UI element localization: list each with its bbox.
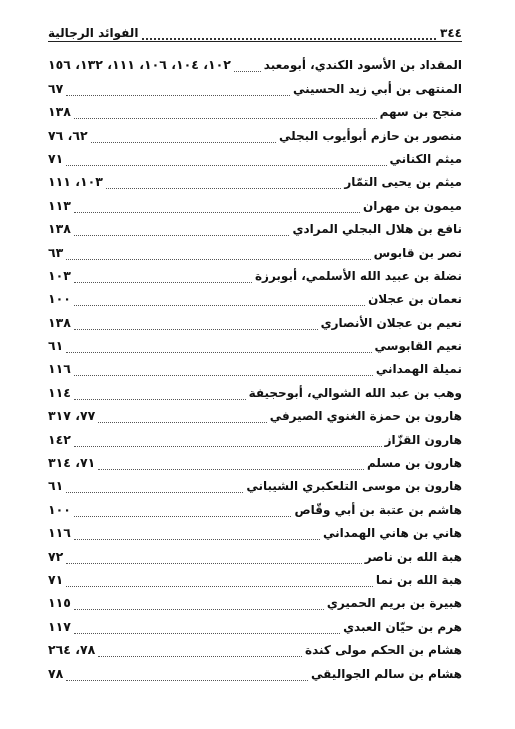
dot-leader xyxy=(66,554,362,564)
index-entry xyxy=(48,517,462,540)
entry-page-numbers: ٧١، ٣١٤ xyxy=(48,455,96,471)
entry-page-numbers: ٦١ xyxy=(48,478,64,494)
dot-leader xyxy=(66,483,243,493)
dot-leader xyxy=(98,647,302,657)
entry-page-numbers: ٦٣ xyxy=(48,244,64,260)
entry-page-numbers: ١١٣ xyxy=(48,197,71,213)
entry-name: نعيم القابوسي xyxy=(374,339,462,354)
entry-name: المنتهى بن أبي زيد الحسيني xyxy=(292,81,462,96)
entry-name: هرم بن حيّان العبدي xyxy=(343,619,462,634)
entry-page-numbers: ١١٦ xyxy=(48,525,71,541)
dot-leader xyxy=(66,577,373,587)
index-entry xyxy=(48,119,462,142)
dot-leader xyxy=(66,671,308,681)
entry-name: المقداد بن الأسود الكندي، أبومعبد xyxy=(263,58,462,73)
index-entry xyxy=(48,610,462,633)
page-number: ٣٤٤ xyxy=(440,26,462,40)
entry-page-numbers: ١٠٢، ١٠٤، ١٠٦، ١١١، ١٣٢، ١٥٦ xyxy=(48,57,231,73)
index-entry xyxy=(48,564,462,587)
entry-page-numbers: ٧٧، ٣١٧ xyxy=(48,408,96,424)
index-entry xyxy=(48,72,462,95)
dot-leader xyxy=(74,600,324,610)
entry-name: ميثم الكناني xyxy=(389,151,462,166)
dot-leader xyxy=(74,624,340,634)
entry-name: هاشم بن عتبة بن أبي وقّاص xyxy=(294,502,462,517)
entry-name: نعمان بن عجلان xyxy=(368,292,462,307)
entry-page-numbers: ٦٧ xyxy=(48,80,64,96)
index-entry xyxy=(48,143,462,166)
entry-page-numbers: ١٠٠ xyxy=(48,501,71,517)
dot-leader xyxy=(106,179,341,189)
index-entry xyxy=(48,423,462,446)
entry-page-numbers: ٦٢، ٧٦ xyxy=(48,127,88,143)
entry-name: وهب بن عبد الله الشوالي، أبوحجيفة xyxy=(248,385,462,400)
index-entry xyxy=(48,283,462,306)
entry-page-numbers: ١١٦ xyxy=(48,361,71,377)
entry-name: نصر بن قابوس xyxy=(373,245,462,260)
entry-name: نعيم بن عجلان الأنصاري xyxy=(320,315,462,330)
dot-leader xyxy=(74,366,373,376)
entry-page-numbers: ١٠٣ xyxy=(48,267,71,283)
dot-leader xyxy=(74,273,252,283)
index-entry xyxy=(48,166,462,189)
dot-leader xyxy=(74,203,360,213)
entry-page-numbers: ١١٤ xyxy=(48,384,71,400)
entry-name: هارون بن موسى التلعكبري الشيباني xyxy=(246,479,462,494)
index-list xyxy=(48,49,462,681)
entry-page-numbers: ١١٧ xyxy=(48,618,71,634)
entry-page-numbers: ٧١ xyxy=(48,571,64,587)
dot-leader xyxy=(66,250,370,260)
dot-leader xyxy=(66,156,386,166)
index-entry xyxy=(48,189,462,212)
index-entry xyxy=(48,634,462,657)
dot-leader xyxy=(234,62,261,72)
entry-name: هاني بن هاني الهمداني xyxy=(322,526,462,541)
entry-name: هبة الله بن ناصر xyxy=(364,549,462,564)
entry-page-numbers: ٧٢ xyxy=(48,548,64,564)
entry-name: نميلة الهمداني xyxy=(375,362,462,377)
entry-name: هارون بن حمزة الغنوي الصيرفي xyxy=(269,409,462,424)
dot-leader xyxy=(98,460,364,470)
entry-name: نافع بن هلال البجلي المرادي xyxy=(292,222,462,237)
entry-page-numbers: ١١٥ xyxy=(48,595,71,611)
dot-leader xyxy=(66,86,290,96)
entry-name: منصور بن حازم أبوأيوب البجلي xyxy=(278,128,462,143)
dot-leader xyxy=(74,109,377,119)
index-entry xyxy=(48,260,462,283)
index-entry xyxy=(48,353,462,376)
dot-leader xyxy=(74,390,246,400)
dot-leader xyxy=(91,133,276,143)
entry-page-numbers: ١٣٨ xyxy=(48,104,71,120)
entry-page-numbers: ٧٨ xyxy=(48,665,64,681)
entry-page-numbers: ١٠٣، ١١١ xyxy=(48,174,103,190)
index-entry xyxy=(48,400,462,423)
entry-name: هشام بن الحكم مولى كندة xyxy=(305,643,462,658)
book-title: الفوائد الرجالية xyxy=(48,26,139,40)
entry-name: نضلة بن عبيد الله الأسلمي، أبوبرزة xyxy=(254,268,462,283)
index-entry xyxy=(48,376,462,399)
entry-page-numbers: ١٣٨ xyxy=(48,314,71,330)
dot-leader xyxy=(74,296,365,306)
index-entry xyxy=(48,306,462,329)
entry-page-numbers: ٦١ xyxy=(48,338,64,354)
entry-name: هبة الله بن نما xyxy=(375,572,462,587)
index-entry xyxy=(48,330,462,353)
entry-name: هارون القزّاز xyxy=(384,432,462,447)
index-entry xyxy=(48,447,462,470)
dot-leader xyxy=(74,320,318,330)
dot-leader xyxy=(74,507,292,517)
index-entry xyxy=(48,540,462,563)
index-entry xyxy=(48,213,462,236)
entry-name: منجح بن سهم xyxy=(379,105,462,120)
dot-leader xyxy=(66,343,371,353)
dot-leader xyxy=(74,437,382,447)
index-entry xyxy=(48,587,462,610)
entry-page-numbers: ٧١ xyxy=(48,150,64,166)
entry-name: هارون بن مسلم xyxy=(366,456,462,471)
index-entry xyxy=(48,96,462,119)
dot-leader xyxy=(74,226,290,236)
running-header xyxy=(48,18,462,40)
entry-name: هبيرة بن بريم الحميري xyxy=(326,596,462,611)
index-entry xyxy=(48,49,462,72)
entry-page-numbers: ١٤٢ xyxy=(48,431,71,447)
entry-name: ميمون بن مهران xyxy=(363,198,462,213)
index-entry xyxy=(48,470,462,493)
entry-name: ميثم بن يحيى التمّار xyxy=(344,175,462,190)
header-dot-leader xyxy=(142,28,436,40)
entry-name: هشام بن سالم الجواليقي xyxy=(311,666,462,681)
header-rule xyxy=(48,41,462,42)
entry-page-numbers: ٧٨، ٢٦٤ xyxy=(48,642,96,658)
entry-page-numbers: ١٣٨ xyxy=(48,221,71,237)
dot-leader xyxy=(98,413,266,423)
entry-page-numbers: ١٠٠ xyxy=(48,291,71,307)
index-entry xyxy=(48,236,462,259)
index-entry xyxy=(48,493,462,516)
dot-leader xyxy=(74,530,320,540)
index-entry xyxy=(48,657,462,680)
